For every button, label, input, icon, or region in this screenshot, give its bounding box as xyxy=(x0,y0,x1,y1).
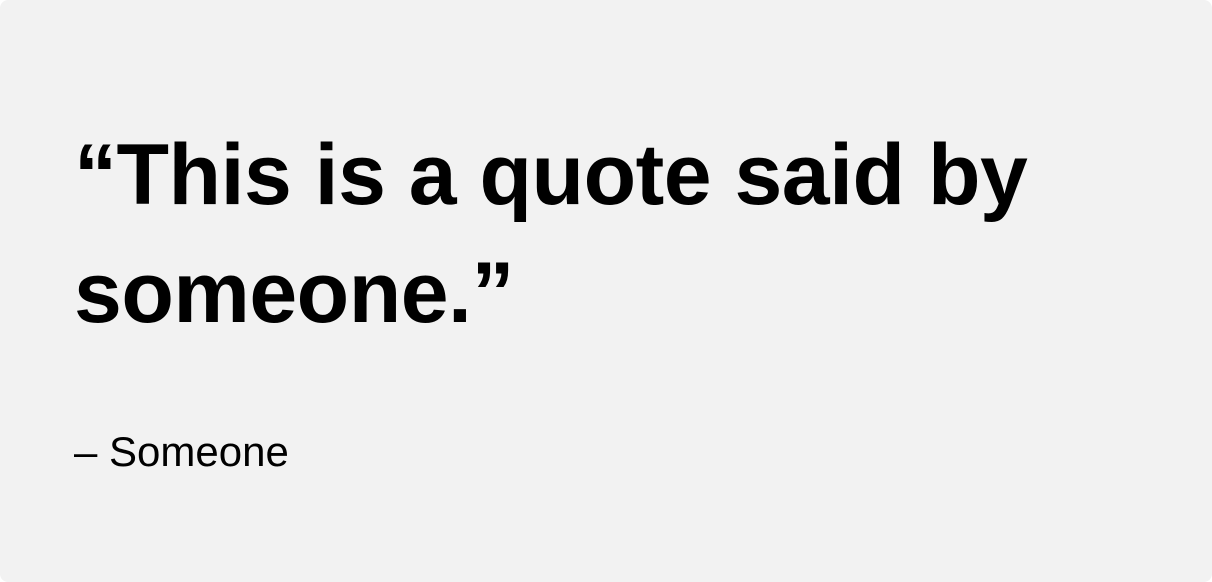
quote-text: “This is a quote said by someone.” xyxy=(74,127,1028,341)
quote-attribution: – Someone xyxy=(74,428,289,475)
